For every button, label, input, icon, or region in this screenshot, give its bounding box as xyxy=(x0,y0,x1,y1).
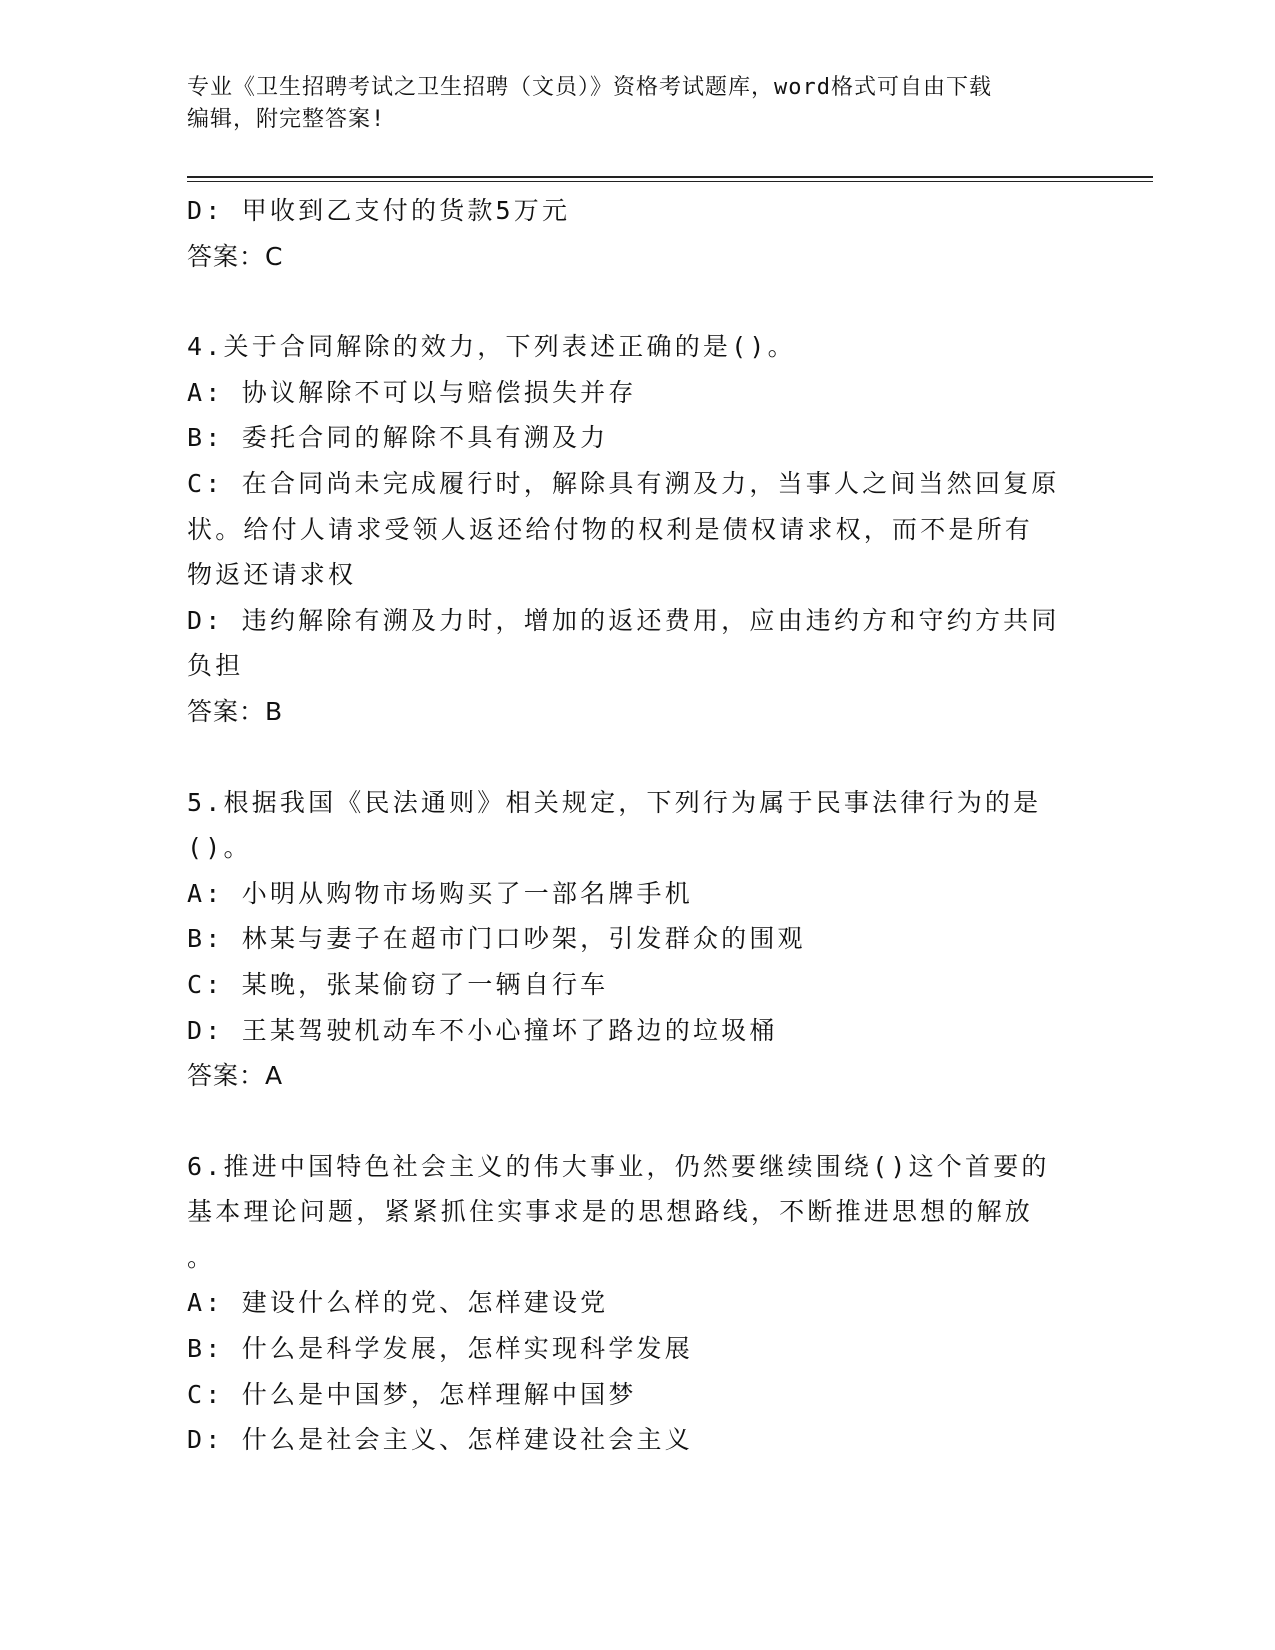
question-5 xyxy=(187,780,1087,1099)
q5-option-b: B: 林某与妻子在超市门口吵架，引发群众的围观 xyxy=(187,924,806,954)
q4-stem: 4.关于合同解除的效力，下列表述正确的是()。 xyxy=(187,332,796,362)
q5-stem-line-1: 5.根据我国《民法通则》相关规定，下列行为属于民事法律行为的是 xyxy=(187,787,1042,817)
q4-option-d-line-1: D: 违约解除有溯及力时，增加的返还费用，应由违约方和守约方共同 xyxy=(187,605,1060,635)
q4-option-c-line-1: C: 在合同尚未完成履行时，解除具有溯及力，当事人之间当然回复原 xyxy=(187,468,1060,498)
header-line-1: 专业《卫生招聘考试之卫生招聘（文员）》资格考试题库，word格式可自由下载 xyxy=(187,75,992,100)
q6-stem-line-2: 基本理论问题，紧紧抓住实事求是的思想路线，不断推进思想的解放 xyxy=(187,1197,1034,1227)
q4-option-d-line-2: 负担 xyxy=(187,651,244,681)
q4-option-c-line-3: 物返还请求权 xyxy=(187,560,357,590)
q3-answer: 答案：C xyxy=(187,241,284,271)
q5-option-a: A: 小明从购物市场购买了一部名牌手机 xyxy=(187,878,693,908)
q6-option-d: D: 什么是社会主义、怎样建设社会主义 xyxy=(187,1425,693,1455)
q5-answer: 答案：A xyxy=(187,1061,284,1091)
q5-option-d: D: 王某驾驶机动车不小心撞坏了路边的垃圾桶 xyxy=(187,1015,778,1045)
q4-option-b: B: 委托合同的解除不具有溯及力 xyxy=(187,423,609,453)
q3-option-d: D: 甲收到乙支付的货款5万元 xyxy=(187,196,571,225)
q5-stem-line-2: ()。 xyxy=(187,833,252,863)
question-4 xyxy=(187,324,1087,734)
q6-option-b: B: 什么是科学发展，怎样实现科学发展 xyxy=(187,1334,693,1364)
q5-option-c: C: 某晚，张某偷窃了一辆自行车 xyxy=(187,969,609,999)
q6-stem-line-1: 6.推进中国特色社会主义的伟大事业，仍然要继续围绕()这个首要的 xyxy=(187,1151,1050,1181)
q4-option-c-line-2: 状。给付人请求受领人返还给付物的权利是债权请求权，而不是所有 xyxy=(187,514,1034,544)
header-rule-thin xyxy=(187,181,1153,182)
question-list xyxy=(187,188,1087,1463)
q6-stem-line-3: 。 xyxy=(187,1242,216,1272)
header-line-2: 编辑，附完整答案! xyxy=(187,107,386,132)
q4-answer: 答案：B xyxy=(187,696,284,726)
spacer xyxy=(187,735,1087,780)
question-6 xyxy=(187,1144,1087,1463)
spacer xyxy=(187,1099,1087,1144)
q6-option-c: C: 什么是中国梦，怎样理解中国梦 xyxy=(187,1379,637,1409)
q4-option-a: A: 协议解除不可以与赔偿损失并存 xyxy=(187,377,637,407)
header-rule-thick xyxy=(187,176,1153,178)
spacer xyxy=(187,279,1087,324)
document-header xyxy=(187,72,1087,136)
question-3-tail xyxy=(187,188,1087,279)
q6-option-a: A: 建设什么样的党、怎样建设党 xyxy=(187,1288,609,1318)
